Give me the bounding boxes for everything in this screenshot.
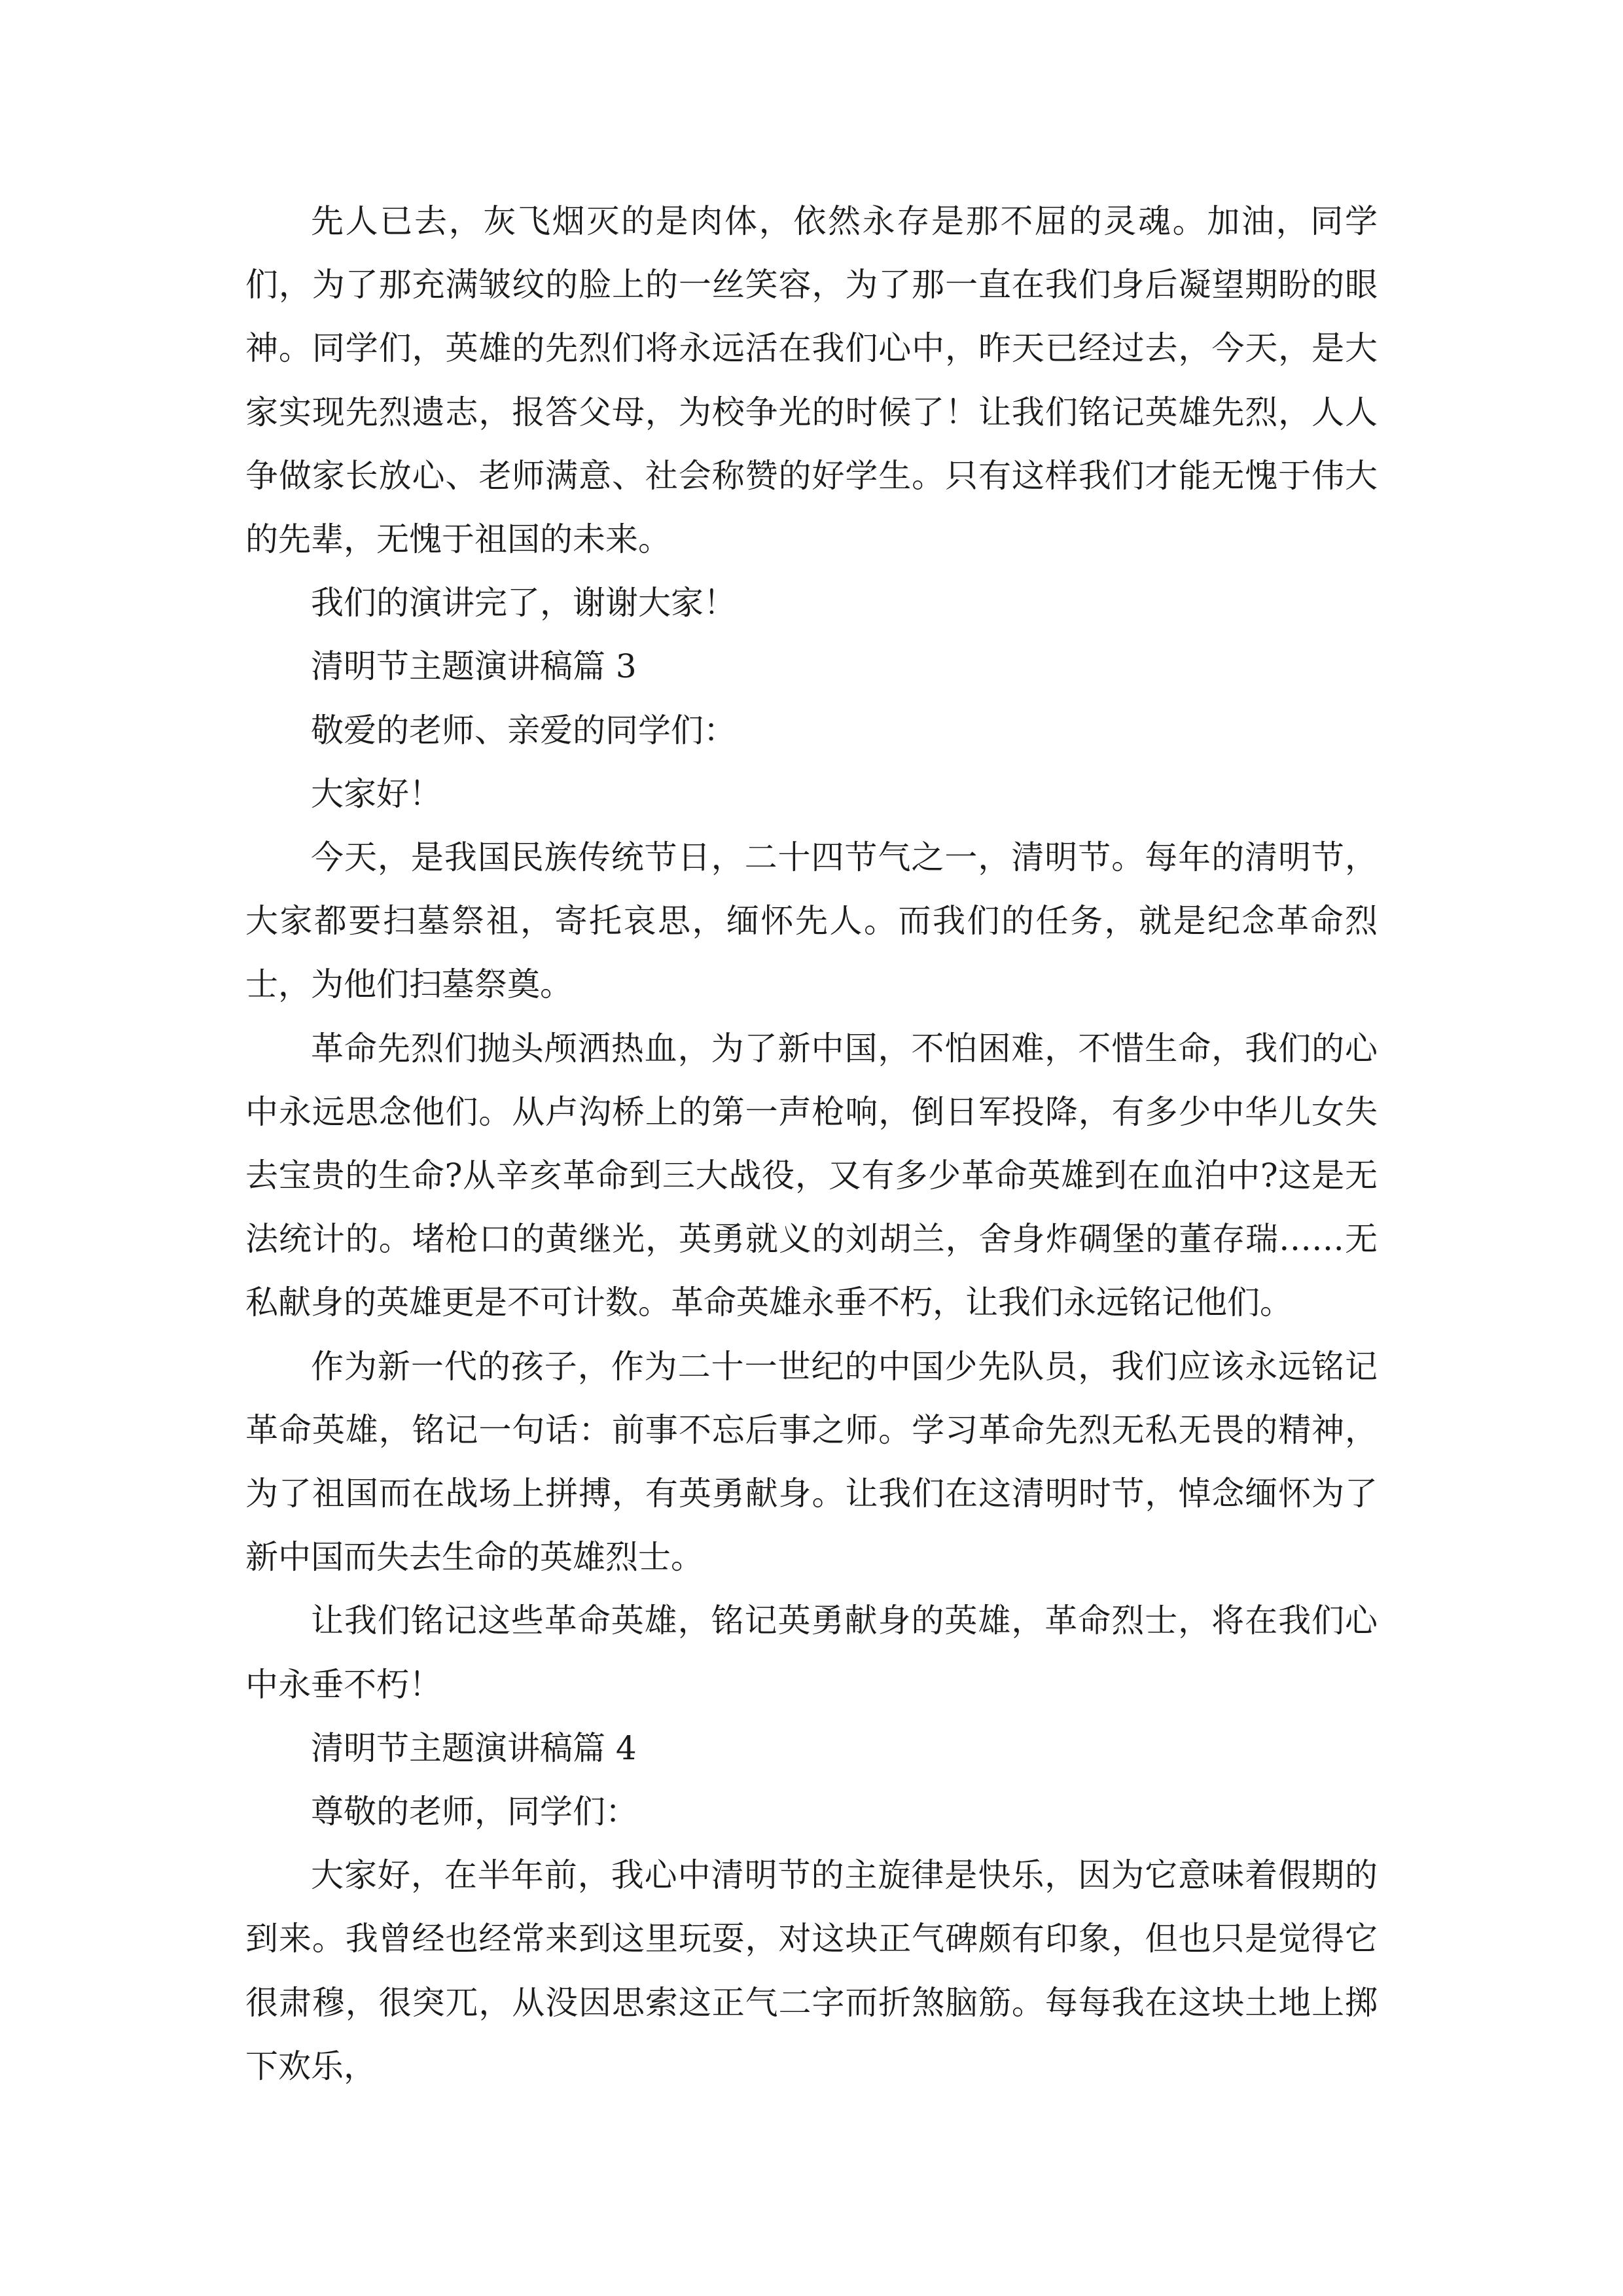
greeting-speech-3: 大家好！ (311, 774, 442, 813)
section-heading-speech-4: 清明节主题演讲稿篇 4 (311, 1729, 637, 1767)
section-heading-speech-3: 清明节主题演讲稿篇 3 (311, 647, 637, 686)
paragraph-half-year-ago: 大家好，在半年前，我心中清明节的主旋律是快乐，因为它意味着假期的到来。我曾经也经常来到这里玩耍，对这块正气碑颇有印象，但也只是觉得它很肃穆，很突兀，从没因思索这正气二字而折煞脑筋。每每我在这块土地上掷下欢乐， (245, 1856, 1378, 2085)
paragraph-intro-spirit: 先人已去，灰飞烟灭的是肉体，依然永存是那不屈的灵魂。加油，同学们，为了那充满皱纹的脸上的一丝笑容，为了那一直在我们身后凝望期盼的眼神。同学们，英雄的先烈们将永远活在我们心中，昨天已经过去，今天，是大家实现先烈遗志，报答父母，为校争光的时候了！让我们铭记英雄先烈，人人争做家长放心、老师满意、社会称赞的好学生。只有这样我们才能无愧于伟大的先辈，无愧于祖国的未来。 (245, 202, 1378, 559)
document-page (245, 190, 1378, 2098)
paragraph-closing-thanks: 我们的演讲完了，谢谢大家！ (311, 584, 736, 622)
salutation-speech-3: 敬爱的老师、亲爱的同学们： (311, 711, 736, 749)
paragraph-revolutionary-martyrs: 革命先烈们抛头颅洒热血，为了新中国，不怕困难，不惜生命，我们的心中永远思念他们。从卢沟桥上的第一声枪响，倒日军投降，有多少中华儿女失去宝贵的生命?从辛亥革命到三大战役，又有多少革命英雄到在血泊中?这是无法统计的。堵枪口的黄继光，英勇就义的刘胡兰，舍身炸碉堡的董存瑞……无私献身的英雄更是不可计数。革命英雄永垂不朽，让我们永远铭记他们。 (245, 1029, 1378, 1322)
paragraph-new-generation: 作为新一代的孩子，作为二十一世纪的中国少先队员，我们应该永远铭记革命英雄，铭记一句话：前事不忘后事之师。学习革命先烈无私无畏的精神，为了祖国而在战场上拼搏，有英勇献身。让我们在这清明时节，悼念缅怀为了新中国而失去生命的英雄烈士。 (245, 1347, 1378, 1577)
paragraph-qingming-intro: 今天，是我国民族传统节日，二十四节气之一，清明节。每年的清明节，大家都要扫墓祭祖，寄托哀思，缅怀先人。而我们的任务，就是纪念革命烈士，为他们扫墓祭奠。 (245, 838, 1378, 1004)
salutation-speech-4: 尊敬的老师，同学们： (311, 1793, 638, 1831)
paragraph-remember-heroes: 让我们铭记这些革命英雄，铭记英勇献身的英雄，革命烈士，将在我们心中永垂不朽！ (245, 1602, 1378, 1704)
